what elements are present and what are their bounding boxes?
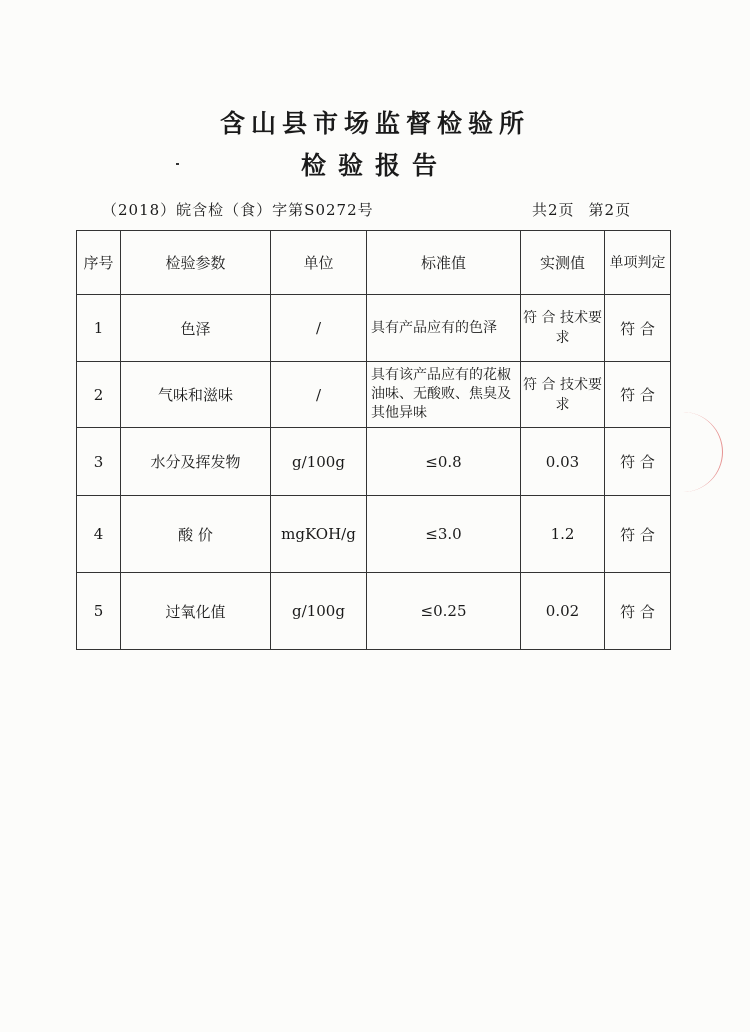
cell-verdict: 符 合 — [605, 428, 671, 496]
col-header-verdict: 单项判定 — [605, 231, 671, 295]
cell-param: 过氧化值 — [121, 573, 271, 650]
cell-no: 1 — [77, 295, 121, 362]
seal-edge-mark — [682, 412, 723, 492]
cell-unit: g/100g — [271, 573, 367, 650]
cell-unit: mgKOH/g — [271, 496, 367, 573]
table-header-row — [77, 231, 671, 295]
report-title: 检验报告 — [300, 151, 449, 180]
table-row — [77, 362, 671, 428]
cell-standard: 具有产品应有的色泽 — [367, 295, 521, 362]
cell-param: 水分及挥发物 — [121, 428, 271, 496]
cell-verdict: 符 合 — [605, 573, 671, 650]
cell-no: 3 — [77, 428, 121, 496]
cell-verdict: 符 合 — [605, 362, 671, 428]
col-header-no: 序号 — [77, 231, 121, 295]
cell-unit: / — [271, 362, 367, 428]
table-row — [77, 295, 671, 362]
col-header-measured: 实测值 — [521, 231, 605, 295]
cell-verdict: 符 合 — [605, 496, 671, 573]
cell-measured: 符 合 技术要求 — [521, 295, 605, 362]
cell-standard: 具有该产品应有的花椒油味、无酸败、焦臭及其他异味 — [367, 362, 521, 428]
org-title: 含山县市场监督检验所 — [219, 109, 530, 138]
col-header-param: 检验参数 — [121, 231, 271, 295]
cell-param: 酸 价 — [121, 496, 271, 573]
total-pages: 共2页 — [532, 201, 575, 219]
cell-unit: / — [271, 295, 367, 362]
cell-verdict: 符 合 — [605, 295, 671, 362]
cell-no: 5 — [77, 573, 121, 650]
cell-measured: 1.2 — [521, 496, 605, 573]
report-number: （2018）皖含检（食）字第S0272号 — [102, 201, 374, 219]
cell-unit: g/100g — [271, 428, 367, 496]
col-header-standard: 标准值 — [367, 231, 521, 295]
scan-speck — [176, 163, 179, 165]
page-info — [532, 199, 645, 220]
cell-standard: ≤3.0 — [367, 496, 521, 573]
cell-no: 2 — [77, 362, 121, 428]
cell-standard: ≤0.25 — [367, 573, 521, 650]
table-row — [77, 573, 671, 650]
cell-measured: 符 合 技术要求 — [521, 362, 605, 428]
cell-param: 气味和滋味 — [121, 362, 271, 428]
cell-measured: 0.03 — [521, 428, 605, 496]
cell-no: 4 — [77, 496, 121, 573]
col-header-unit: 单位 — [271, 231, 367, 295]
table-row — [77, 428, 671, 496]
cell-standard: ≤0.8 — [367, 428, 521, 496]
inspection-table — [76, 230, 671, 650]
current-page: 第2页 — [588, 201, 632, 219]
table-row — [77, 496, 671, 573]
cell-param: 色泽 — [121, 295, 271, 362]
cell-measured: 0.02 — [521, 573, 605, 650]
